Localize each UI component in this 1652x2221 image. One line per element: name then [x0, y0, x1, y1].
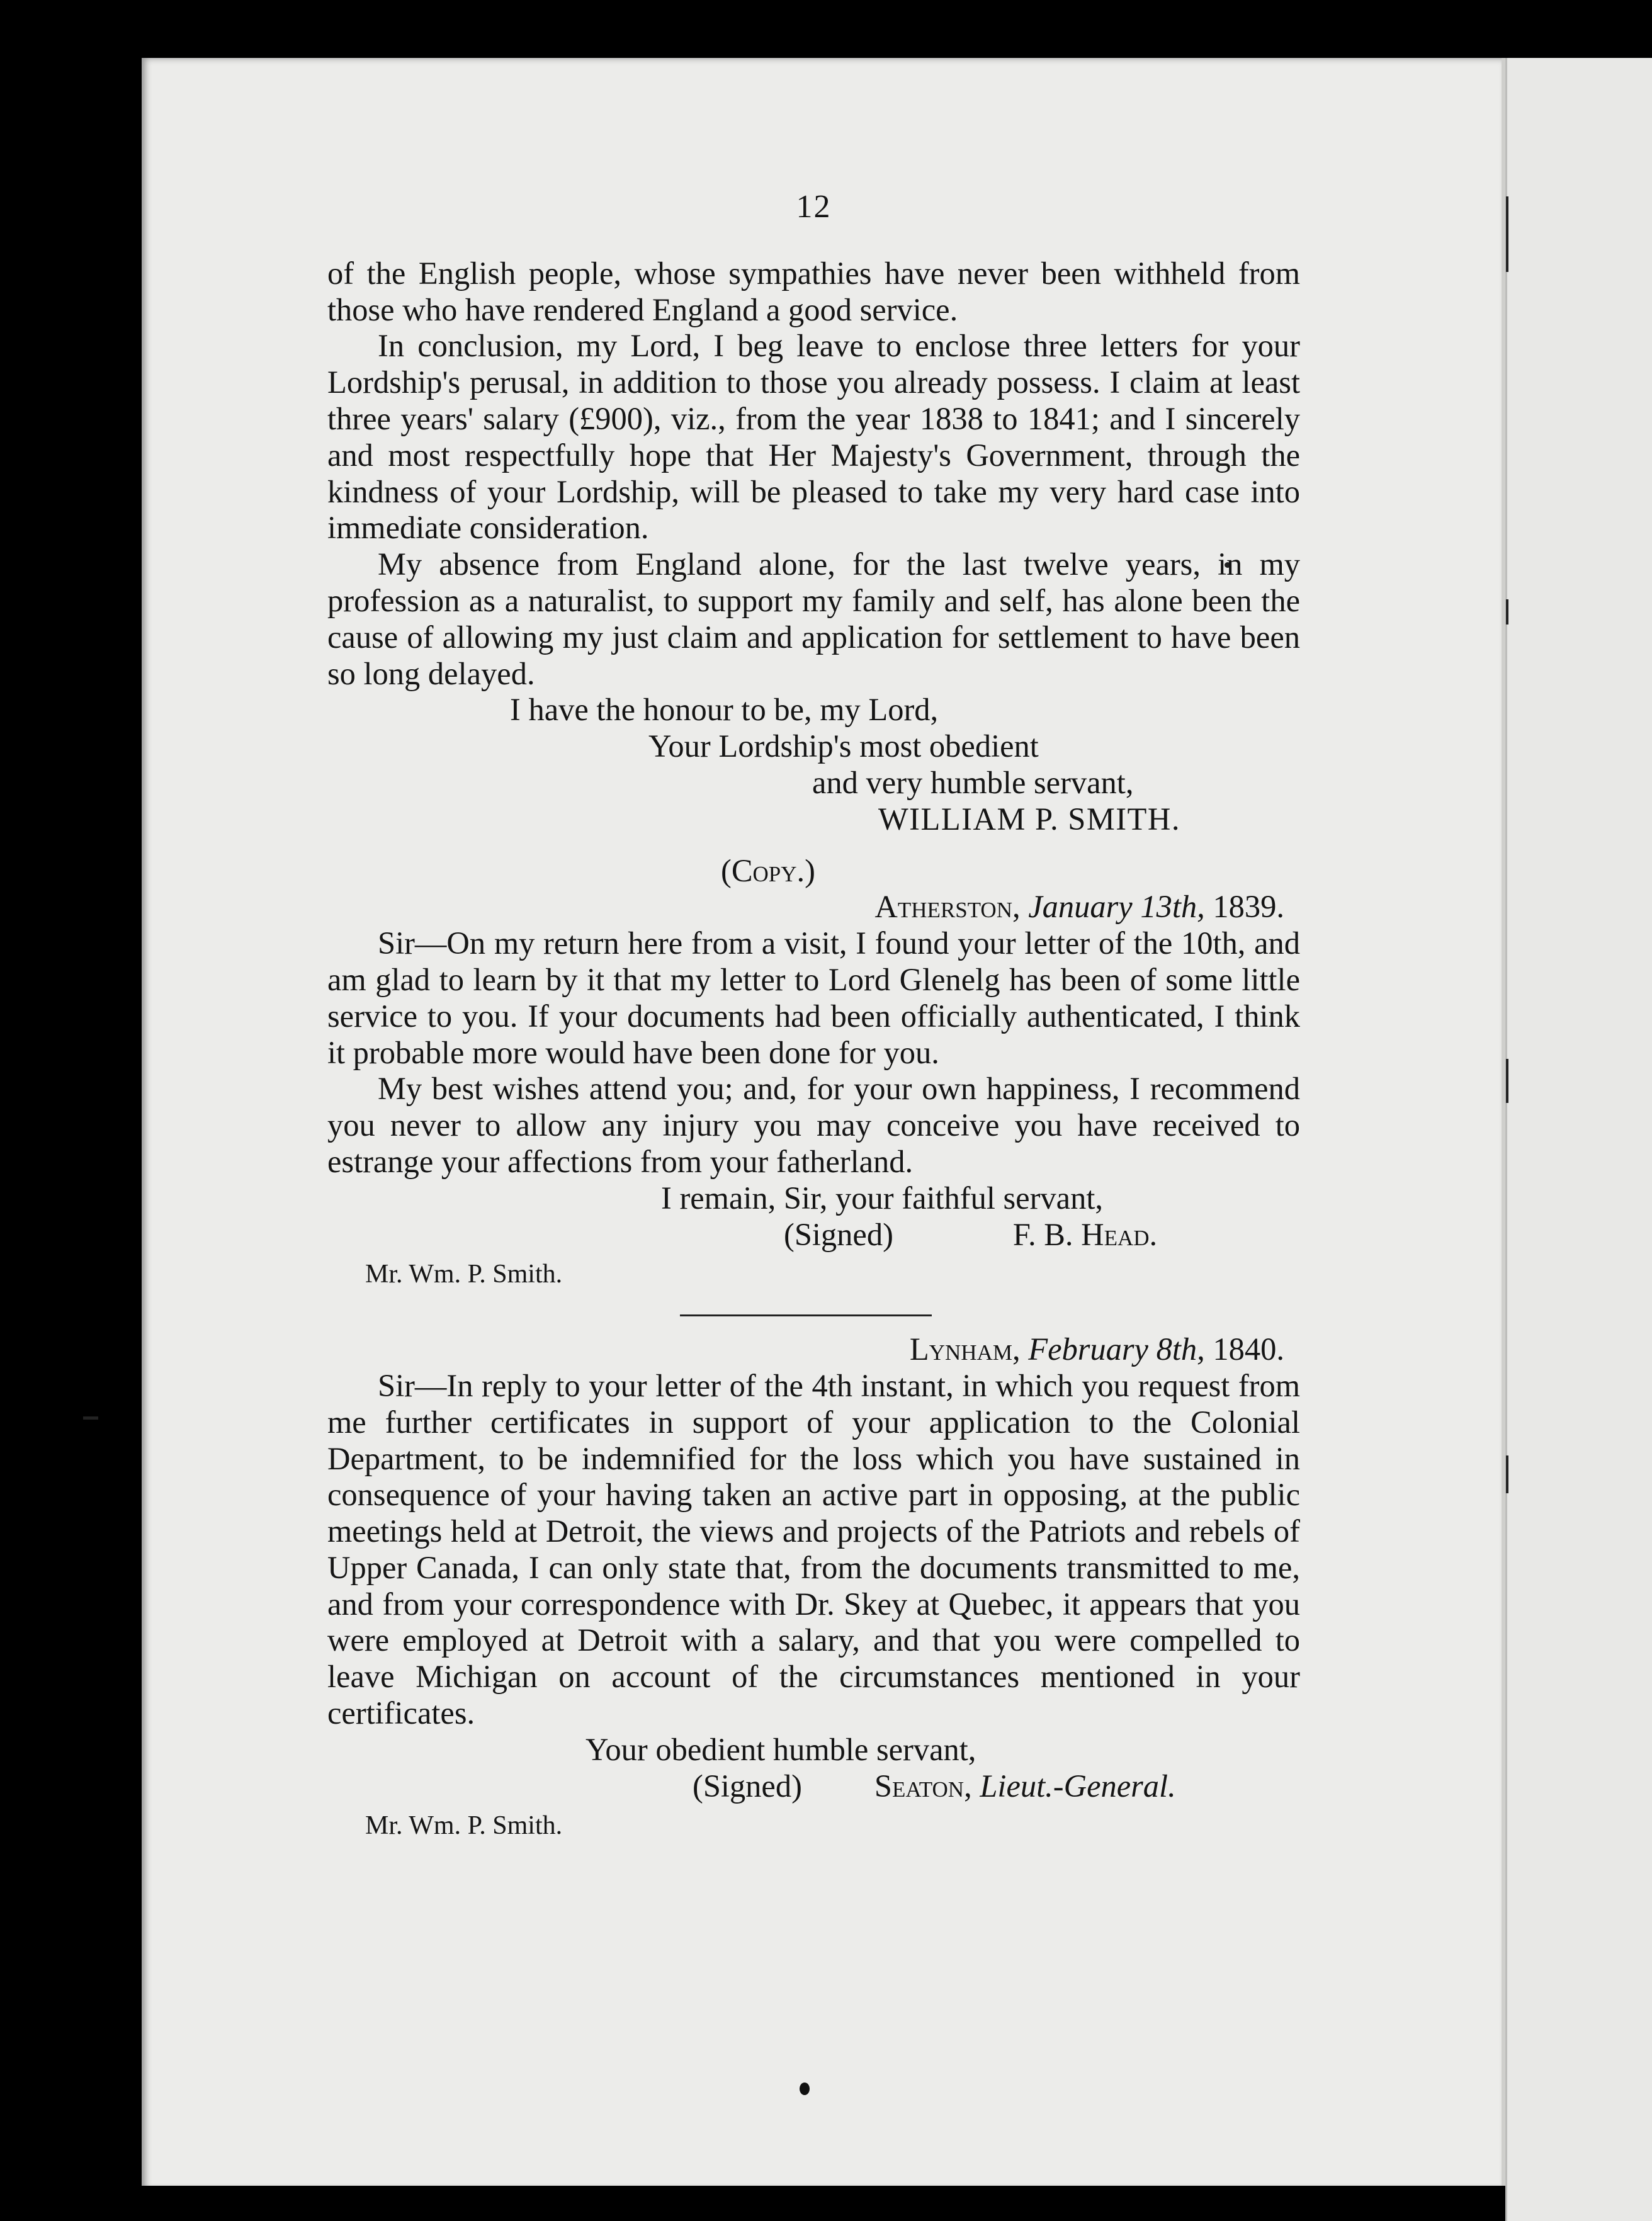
- scan-mark: [1506, 599, 1508, 624]
- scan-mark: [1506, 1059, 1508, 1103]
- signature: WILLIAM P. SMITH.: [878, 801, 1180, 837]
- separator-rule: [680, 1314, 932, 1316]
- dateline-date: January 13th,: [1028, 889, 1205, 925]
- letter-dateline: [327, 889, 1300, 925]
- signer-title: Lieut.-General.: [980, 1768, 1176, 1804]
- paragraph: of the English people, whose sympathies have never been withheld from those who have rendered England a good service.: [327, 255, 1300, 327]
- scan-mark: [1506, 1455, 1508, 1493]
- paragraph: My absence from England alone, for the last twelve years, in my profession as a naturalist, to support my family and self, has alone been the cause of allowing my just claim and application for settlement to have been so long delayed.: [327, 546, 1300, 691]
- closing-line: I have the honour to be, my Lord,: [510, 692, 939, 728]
- letter-dateline: [327, 1331, 1300, 1368]
- closing-line: Your Lordship's most obedient: [648, 728, 1039, 764]
- closing-line: I remain, Sir, your faithful servant,: [661, 1180, 1103, 1216]
- paragraph: My best wishes attend you; and, for your own happiness, I recommend you never to allow any injury you may conceive you have received to estrange your affections from your fatherland.: [327, 1071, 1300, 1179]
- copy-label: (Copy.): [721, 852, 815, 888]
- signer-name: Seaton,: [874, 1768, 972, 1804]
- addressee: Mr. Wm. P. Smith.: [365, 1260, 563, 1289]
- adjacent-page-edge: [1505, 58, 1652, 2221]
- dateline-year: 1839.: [1213, 889, 1284, 925]
- dateline-date: February 8th,: [1028, 1331, 1205, 1367]
- signature-row: [327, 1768, 1300, 1805]
- signed-label: (Signed): [784, 1216, 893, 1252]
- closing-line: and very humble servant,: [812, 764, 1134, 800]
- closing-line: Your obedient humble servant,: [586, 1731, 976, 1767]
- ink-dot: [800, 2083, 810, 2095]
- signature-row: [327, 1217, 1300, 1253]
- paragraph: Sir—On my return here from a visit, I found your letter of the 10th, and am glad to learn by it that my letter to Lord Glenelg has been of some little service to you. If your documents had been officially authenticated, I think it probable more would have been done for you.: [327, 925, 1300, 1070]
- signature: F. B. Head.: [1012, 1216, 1158, 1252]
- addressee: Mr. Wm. P. Smith.: [365, 1811, 563, 1841]
- scan-speck: [83, 1416, 98, 1420]
- signature: [874, 1768, 1176, 1805]
- dateline-year: 1840.: [1213, 1331, 1284, 1367]
- dateline-place: Atherston,: [874, 889, 1021, 925]
- page-number: 12: [796, 189, 832, 225]
- paragraph: Sir—In reply to your letter of the 4th instant, in which you request from me further certificates in support of your application to the Colonial Department, to be indemnified for the loss which you have sustained in consequence of your having taken an active part in opposing, at the public meetings held at Detroit, the views and projects of the Patriots and rebels of Upper Canada, I can only state that, from the documents transmitted to me, and from your correspondence with Dr. Skey at Quebec, it appears that you were employed at Detroit with a salary, and that you were compelled to leave Michigan on account of the circumstances mentioned in your certificates.: [327, 1367, 1300, 1731]
- paragraph: In conclusion, my Lord, I beg leave to enclose three letters for your Lordship's perusal, in addition to those you already possess. I claim at least three years' salary (£900), viz., from the year 1838 to 1841; and I sincerely and most respectfully hope that Her Majesty's Government, through the kindness of your Lordship, will be pleased to take my very hard case into immediate consideration.: [327, 328, 1300, 546]
- signed-label: (Signed): [693, 1768, 802, 1804]
- dateline-place: Lynham,: [909, 1331, 1021, 1367]
- page-text: [327, 189, 1300, 1845]
- scan-mark: [1506, 196, 1508, 272]
